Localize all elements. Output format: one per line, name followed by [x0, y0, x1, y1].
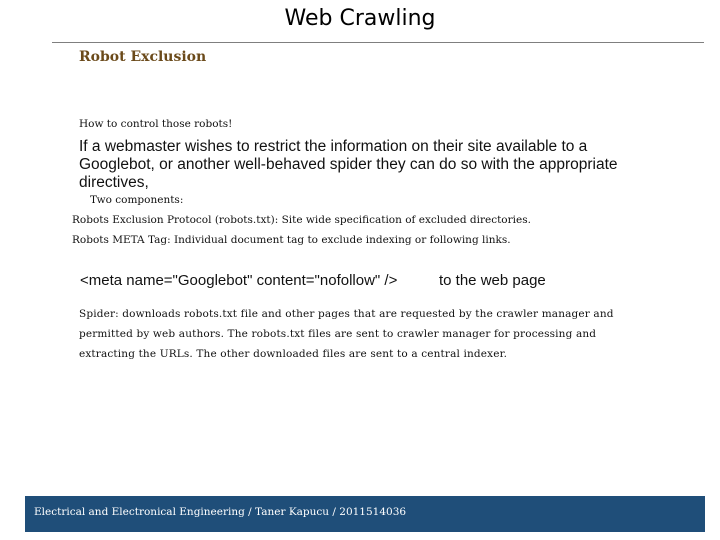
- webmaster-paragraph: If a webmaster wishes to restrict the information on their site available to a Googlebot, or another well-behaved spider they can do so with the appropriate directives,: [79, 138, 618, 191]
- two-components-label: Two components:: [90, 194, 184, 206]
- slide-title: Web Crawling: [284, 6, 436, 31]
- footer-bar: [25, 496, 705, 532]
- spider-line-1: Spider: downloads robots.txt file and other pages that are requested by the crawler manager and: [79, 308, 614, 320]
- title-divider: [52, 42, 704, 43]
- question-text: How to control those robots!: [79, 118, 233, 130]
- spider-line-2: permitted by web authors. The robots.txt files are sent to crawler manager for processing and: [79, 328, 597, 340]
- section-heading: Robot Exclusion: [79, 49, 207, 65]
- footer-text: Electrical and Electronical Engineering / Taner Kapucu / 2011514036: [34, 506, 407, 518]
- meta-tag-suffix: to the web page: [439, 272, 546, 289]
- component-robots-protocol: Robots Exclusion Protocol (robots.txt): Site wide specification of excluded directories.: [72, 214, 531, 226]
- meta-tag-example: <meta name="Googlebot" content="nofollow" />: [80, 272, 398, 289]
- component-robots-meta-tag: Robots META Tag: Individual document tag to exclude indexing or following links.: [72, 234, 511, 246]
- spider-line-3: extracting the URLs. The other downloaded files are sent to a central indexer.: [79, 348, 508, 360]
